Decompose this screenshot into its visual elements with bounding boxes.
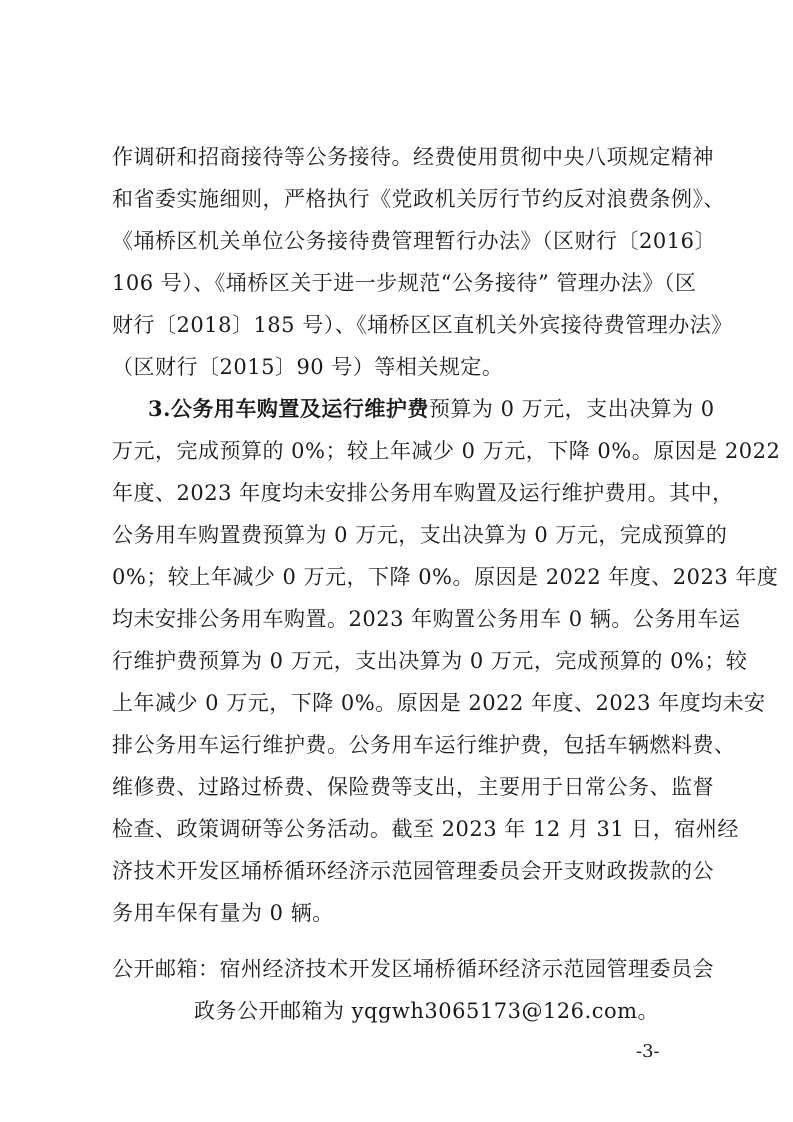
text-line: 106 号）、《埇桥区关于进一步规范“公务接待” 管理办法》（区 — [112, 271, 697, 295]
heading-line-rest: 预算为 0 万元，支出决算为 0 — [428, 397, 715, 421]
text-line-with-heading — [148, 395, 715, 423]
page-number: -3- — [636, 1041, 660, 1062]
text-line: 万元，完成预算的 0%；较上年减少 0 万元，下降 0%。原因是 2022 — [112, 439, 781, 463]
text-line: 年度、2023 年度均未安排公务用车购置及运行维护费用。其中， — [112, 481, 734, 505]
text-line: 排公务用车运行维护费。公务用车运行维护费，包括车辆燃料费、 — [112, 733, 736, 757]
text-line: 济技术开发区埇桥循环经济示范园管理委员会开支财政拨款的公 — [112, 859, 714, 883]
text-line: 0%；较上年减少 0 万元，下降 0%。原因是 2022 年度、2023 年度 — [112, 565, 779, 589]
text-line: 公务用车购置费预算为 0 万元，支出决算为 0 万元，完成预算的 — [112, 523, 728, 547]
text-line: 和省委实施细则，严格执行《党政机关厉行节约反对浪费条例》、 — [112, 187, 725, 211]
text-line: 维修费、过路过桥费、保险费等支出，主要用于日常公务、监督 — [112, 775, 714, 799]
text-line: 检查、政策调研等公务活动。截至 2023 年 12 月 31 日，宿州经 — [112, 817, 739, 841]
text-line: 上年减少 0 万元，下降 0%。原因是 2022 年度、2023 年度均未安 — [112, 691, 766, 715]
text-line: （区财行〔2015〕90 号）等相关规定。 — [112, 355, 504, 379]
text-line: 行维护费预算为 0 万元，支出决算为 0 万元，完成预算的 0%；较 — [112, 649, 748, 673]
contact-line-2: 政务公开邮箱为 yqgwh3065173@126.com。 — [194, 999, 660, 1023]
text-line: 《埇桥区机关单位公务接待费管理暂行办法》（区财行〔2016〕 — [112, 229, 716, 253]
text-line: 均未安排公务用车购置。2023 年购置公务用车 0 辆。公务用车运 — [112, 607, 741, 631]
section-heading: 3.公务用车购置及运行维护费 — [148, 396, 429, 421]
text-line: 财行〔2018〕185 号）、《埇桥区区直机关外宾接待费管理办法》 — [112, 313, 733, 337]
contact-line-1: 公开邮箱：宿州经济技术开发区埇桥循环经济示范园管理委员会 — [112, 957, 714, 981]
text-line: 务用车保有量为 0 辆。 — [112, 901, 334, 925]
text-line: 作调研和招商接待等公务接待。经费使用贯彻中央八项规定精神 — [112, 145, 714, 169]
